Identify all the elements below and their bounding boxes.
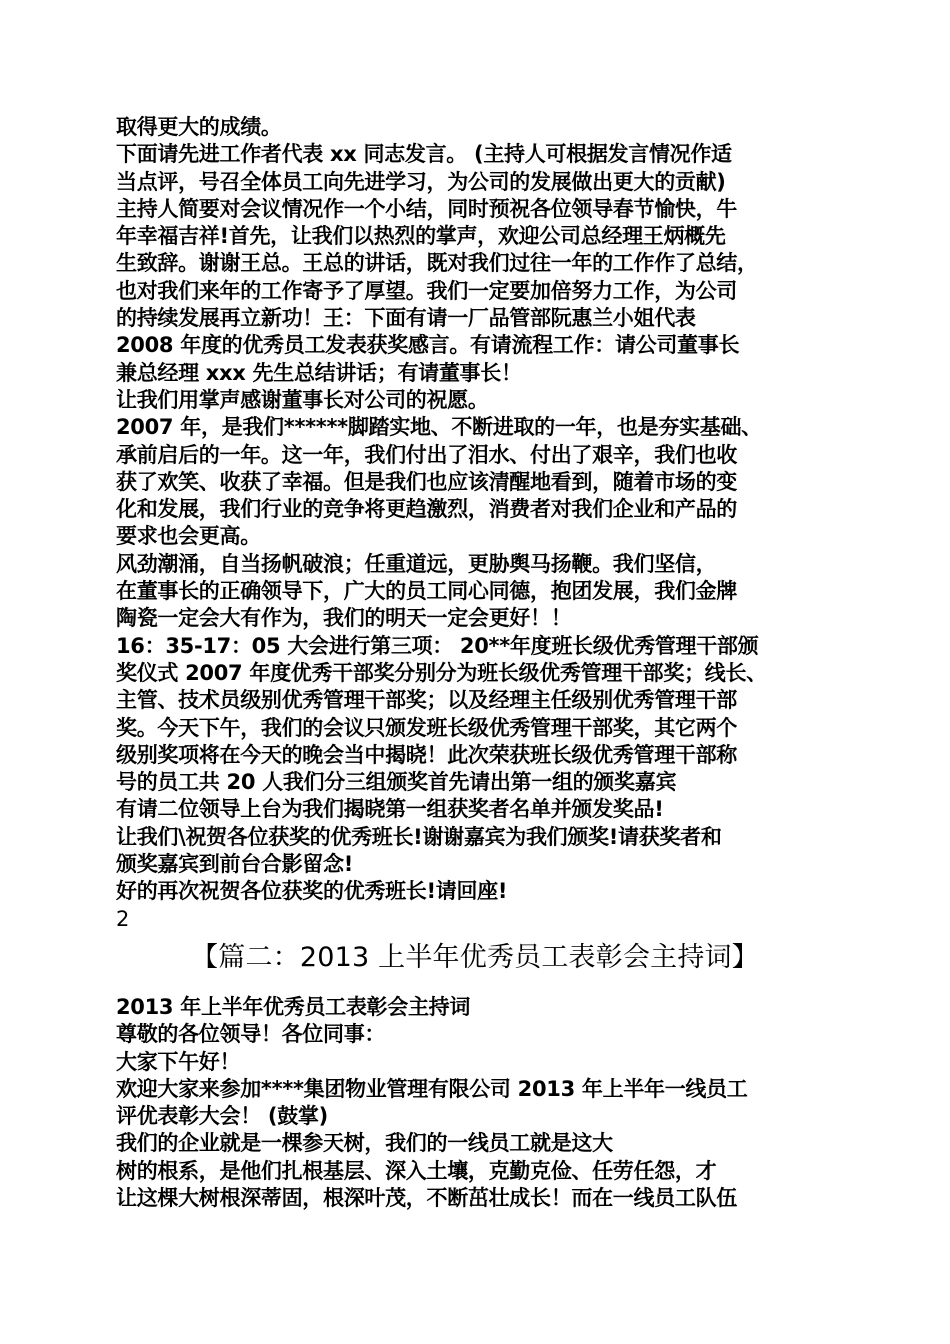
text-line: 承前启后的一年。这一年，我们付出了泪水、付出了艰辛，我们也收 bbox=[116, 442, 737, 467]
text-line: 2007 年，是我们******脚踏实地、不断进取的一年，也是夯实基础、 bbox=[116, 415, 762, 440]
text-line: 级别奖项将在今天的晚会当中揭晓！此次荣获班长级优秀管理干部称 bbox=[116, 742, 737, 767]
text-line: 取得更大的成绩。 bbox=[116, 115, 282, 139]
body-text-part-2 bbox=[116, 994, 856, 1212]
section-title: 【篇二：2013 上半年优秀员工表彰会主持词】 bbox=[191, 942, 759, 973]
text-line: 让我们\祝贺各位获奖的优秀班长!谢谢嘉宾为我们颁奖!请获奖者和 bbox=[116, 824, 722, 849]
text-line: 当点评，号召全体员工向先进学习，为公司的发展做出更大的贡献) bbox=[116, 169, 726, 194]
text-line: 年幸福吉祥!首先，让我们以热烈的掌声，欢迎公司总经理王炳概先 bbox=[116, 224, 726, 249]
text-line: 我们的企业就是一棵参天树，我们的一线员工就是这大 bbox=[116, 1131, 613, 1156]
text-line: 颁奖嘉宾到前台合影留念! bbox=[116, 852, 353, 877]
text-line: 大家下午好！ bbox=[116, 1049, 241, 1074]
subsection-heading: 2013 年上半年优秀员工表彰会主持词 bbox=[116, 995, 471, 1019]
text-line: 在董事长的正确领导下，广大的员工同心同德，抱团发展，我们金牌 bbox=[116, 579, 737, 604]
text-line: 生致辞。谢谢王总。王总的讲话，既对我们过往一年的工作作了总结， bbox=[116, 251, 758, 276]
text-line: 树的根系，是他们扎根基层、深入土壤，克勤克俭、任劳任怨，才 bbox=[116, 1158, 717, 1183]
text-line: 号的员工共 20 人我们分三组颁奖首先请出第一组的颁奖嘉宾 bbox=[116, 770, 677, 795]
text-line: 有请二位领导上台为我们揭晓第一组获奖者名单并颁发奖品! bbox=[116, 797, 664, 822]
text-line: 的持续发展再立新功！王：下面有请一厂品管部阮惠兰小姐代表 bbox=[116, 306, 696, 331]
text-line: 让这棵大树根深蒂固，根深叶茂，不断茁壮成长！而在一线员工队伍 bbox=[116, 1186, 737, 1211]
body-text-part-1 bbox=[116, 114, 856, 933]
text-line: 下面请先进工作者代表 xx 同志发言。 (主持人可根据发言情况作适 bbox=[116, 142, 732, 167]
text-line: 陶瓷一定会大有作为，我们的明天一定会更好！！ bbox=[116, 606, 572, 631]
text-line: 尊敬的各位领导！各位同事： bbox=[116, 1022, 386, 1047]
text-line: 获了欢笑、收获了幸福。但是我们也应该清醒地看到，随着市场的变 bbox=[116, 469, 737, 494]
text-line: 主持人简要对会议情况作一个小结，同时预祝各位领导春节愉快，牛 bbox=[116, 196, 737, 221]
text-line: 化和发展，我们行业的竞争将更趋激烈，消费者对我们企业和产品的 bbox=[116, 497, 737, 522]
text-line: 欢迎大家来参加****集团物业管理有限公司 2013 年上半年一线员工 bbox=[116, 1076, 748, 1101]
text-line: 让我们用掌声感谢董事长对公司的祝愿。 bbox=[116, 387, 489, 412]
page-number: 2 bbox=[116, 906, 130, 931]
text-line: 要求也会更高。 bbox=[116, 524, 261, 549]
text-line: 兼总经理 xxx 先生总结讲话；有请董事长！ bbox=[116, 360, 522, 385]
text-line: 也对我们来年的工作寄予了厚望。我们一定要加倍努力工作，为公司 bbox=[116, 278, 737, 303]
text-line: 16：35-17：05 大会进行第三项： 20**年度班长级优秀管理干部颁 bbox=[116, 633, 759, 658]
text-line: 奖仪式 2007 年度优秀干部奖分别分为班长级优秀管理干部奖；线长、 bbox=[116, 660, 767, 685]
text-line: 风劲潮涌，自当扬帆破浪；任重道远，更胁舆马扬鞭。我们坚信， bbox=[116, 551, 717, 576]
text-line: 好的再次祝贺各位获奖的优秀班长!请回座! bbox=[116, 879, 508, 904]
text-line: 主管、技术员级别优秀管理干部奖；以及经理主任级别优秀管理干部 bbox=[116, 688, 737, 713]
text-line: 评优表彰大会！ (鼓掌) bbox=[116, 1104, 328, 1129]
text-line: 奖。今天下午，我们的会议只颁发班长级优秀管理干部奖，其它两个 bbox=[116, 715, 737, 740]
text-line: 2008 年度的优秀员工发表获奖感言。有请流程工作：请公司董事长 bbox=[116, 333, 740, 358]
